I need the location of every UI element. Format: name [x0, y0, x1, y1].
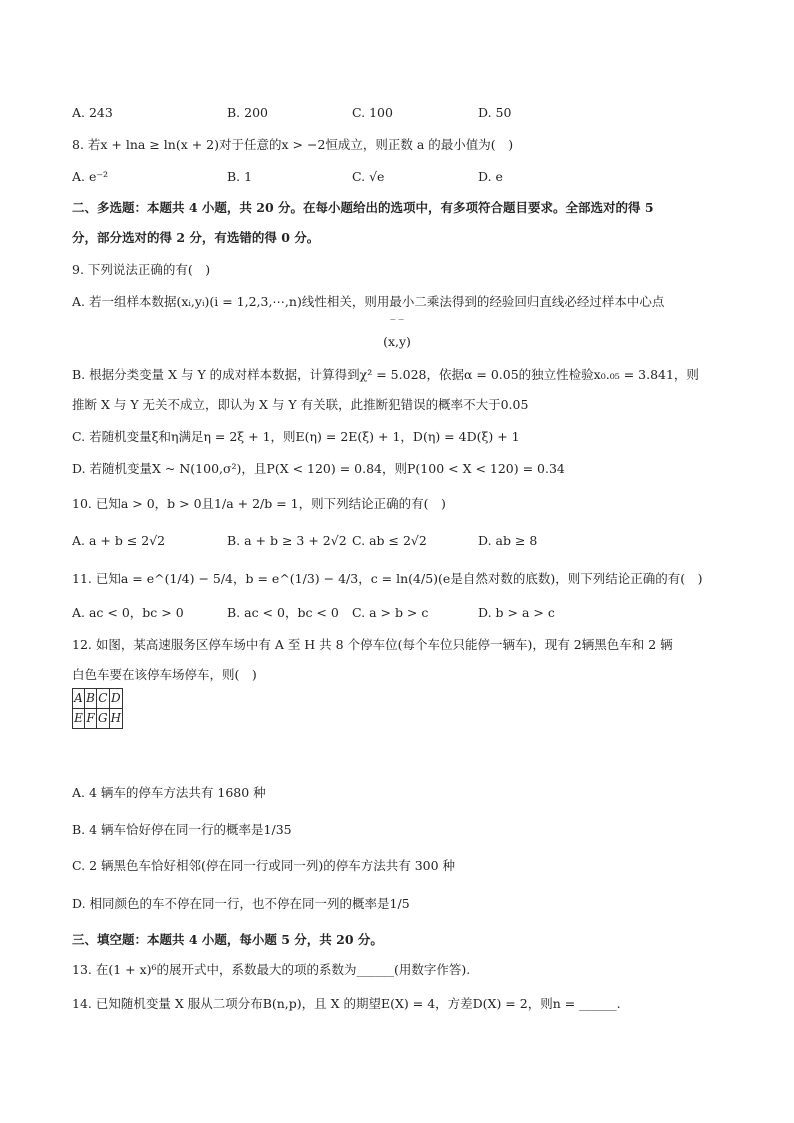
q12-option-d: D. 相同颜色的车不停在同一行，也不停在同一列的概率是1/5 — [72, 896, 410, 911]
q9-option-b-line1: B. 根据分类变量 X 与 Y 的成对样本数据，计算得到χ² = 5.028，依据α = 0.05的独立性检验x₀.₀₅ = 3.841，则 — [72, 367, 699, 382]
parking-spot-g: G — [97, 709, 110, 729]
q7-option-d: D. 50 — [478, 105, 512, 120]
q8-option-d: D. e — [478, 169, 503, 184]
q12-option-b: B. 4 辆车恰好停在同一行的概率是1/35 — [72, 822, 292, 837]
q7-option-b: B. 200 — [227, 105, 268, 120]
q8-stem: 8. 若x + lna ≥ ln(x + 2)对于任意的x > −2恒成立，则正数 a 的最小值为( ) — [72, 137, 514, 152]
q9-option-a: A. 若一组样本数据(xᵢ,yᵢ)(i = 1,2,3,⋯,n)线性相关，则用最小二乘法得到的经验回归直线必经过样本中心点 — [72, 294, 665, 309]
q11-option-b: B. ac < 0，bc < 0 — [227, 605, 339, 620]
q13-stem: 13. 在(1 + x)⁶的展开式中，系数最大的项的系数为______(用数字作答). — [72, 962, 471, 977]
q9-option-b-line2: 推断 X 与 Y 无关不成立，即认为 X 与 Y 有关联，此推断犯错误的概率不大于0.05 — [72, 397, 529, 412]
section3-heading: 三、填空题：本题共 4 小题，每小题 5 分，共 20 分。 — [72, 932, 383, 947]
section2-heading-line2: 分，部分选对的得 2 分，有选错的得 0 分。 — [72, 230, 320, 245]
parking-spot-b: B — [85, 689, 97, 709]
q10-option-d: D. ab ≥ 8 — [478, 533, 538, 548]
q10-option-b: B. a + b ≥ 3 + 2√2 — [227, 533, 347, 548]
parking-spot-f: F — [85, 709, 97, 729]
q10-stem: 10. 已知a > 0，b > 0且1/a + 2/b = 1，则下列结论正确的有( ) — [72, 496, 446, 511]
q9-option-c: C. 若随机变量ξ和η满足η = 2ξ + 1，则E(η) = 2E(ξ) + 1，D(η) = 4D(ξ) + 1 — [72, 429, 520, 444]
section2-heading-line1: 二、多选题：本题共 4 小题，共 20 分。在每小题给出的选项中，有多项符合题目要求。全部选对的得 5 — [72, 200, 654, 215]
q8-option-c: C. √e — [352, 169, 385, 184]
q8-option-a: A. e⁻² — [72, 169, 108, 184]
parking-spot-e: E — [73, 709, 85, 729]
q12-stem-line2: 白色车要在该停车场停车，则( ) — [72, 667, 257, 682]
q14-stem: 14. 已知随机变量 X 服从二项分布B(n,p)，且 X 的期望E(X) = 4，方差D(X) = 2，则n = ______. — [72, 996, 621, 1011]
q12-option-c: C. 2 辆黑色车恰好相邻(停在同一行或同一列)的停车方法共有 300 种 — [72, 858, 456, 873]
q7-option-a: A. 243 — [72, 105, 113, 120]
q12-option-a: A. 4 辆车的停车方法共有 1680 种 — [72, 785, 266, 800]
parking-grid — [72, 688, 123, 729]
q9-option-a-bar: ‾ ‾ — [390, 319, 404, 330]
q7-option-c: C. 100 — [352, 105, 393, 120]
q10-option-c: C. ab ≤ 2√2 — [352, 533, 427, 548]
parking-spot-h: H — [109, 709, 122, 729]
parking-spot-a: A — [73, 689, 85, 709]
q11-option-c: C. a > b > c — [352, 605, 429, 620]
q10-option-a: A. a + b ≤ 2√2 — [72, 533, 166, 548]
q8-option-b: B. 1 — [227, 169, 253, 184]
q9-stem: 9. 下列说法正确的有( ) — [72, 262, 211, 277]
q11-option-a: A. ac < 0，bc > 0 — [72, 605, 184, 620]
parking-spot-d: D — [109, 689, 122, 709]
q9-option-d: D. 若随机变量X ~ N(100,σ²)，且P(X < 120) = 0.84，则P(100 < X < 120) = 0.34 — [72, 461, 565, 476]
q9-option-a-center-point: (x,y) — [383, 334, 411, 349]
parking-spot-c: C — [97, 689, 110, 709]
q12-stem-line1: 12. 如图，某高速服务区停车场中有 A 至 H 共 8 个停车位(每个车位只能停一辆车)，现有 2辆黑色车和 2 辆 — [72, 637, 673, 652]
q11-stem: 11. 已知a = e^(1/4) − 5/4，b = e^(1/3) − 4/3，c = ln(4/5)(e是自然对数的底数)，则下列结论正确的有( ) — [72, 571, 703, 586]
q11-option-d: D. b > a > c — [478, 605, 555, 620]
